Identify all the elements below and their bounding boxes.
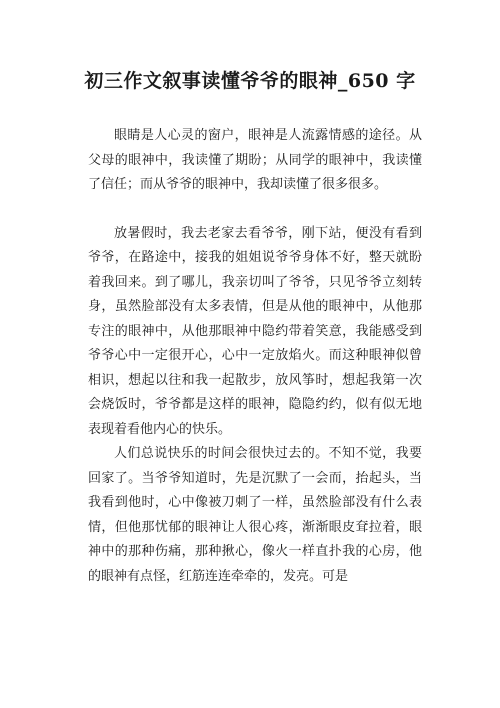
document-body xyxy=(88,124,422,589)
paragraph-departure: 人们总说快乐的时间会很快过去的。不知不觉，我要回家了。当爷爷知道时，先是沉默了一会而，抬起头，当我看到他时，心中像被刀刺了一样，虽然脸部没有什么表情，但他那忧郁的眼神让人很心疼，渐渐眼皮耷拉着，眼神中的那种伤痛，那种揪心，像火一样直扑我的心房，他的眼神有点怪，红筋连连牵牵的，发亮。可是 xyxy=(88,446,422,584)
paragraph-summer-visit: 放暑假时，我去老家去看爷爷，刚下站，便没有看到爷爷，在路途中，接我的姐姐说爷爷身体不好，整天就盼着我回来。到了哪儿，我亲切叫了爷爷，只见爷爷立刻转身，虽然脸部没有太多表情，但是从他的眼神中，从他那专注的眼神中，从他那眼神中隐约带着笑意，我能感受到爷爷心中一定很开心，心中一定放焰火。而这种眼神似曾相识，想起以往和我一起散步，放风筝时，想起我第一次会烧饭时，爷爷都是这样的眼神，隐隐约约，似有似无地表现着看他内心的快乐。 xyxy=(88,225,422,437)
document-title: 初三作文叙事读懂爷爷的眼神_650 字 xyxy=(84,70,416,92)
paragraph-intro: 眼睛是人心灵的窗户，眼神是人流露情感的途径。从父母的眼神中，我读懂了期盼；从同学的眼神中，我读懂了信任；而从爷爷的眼神中，我却读懂了很多很多。 xyxy=(88,128,422,192)
